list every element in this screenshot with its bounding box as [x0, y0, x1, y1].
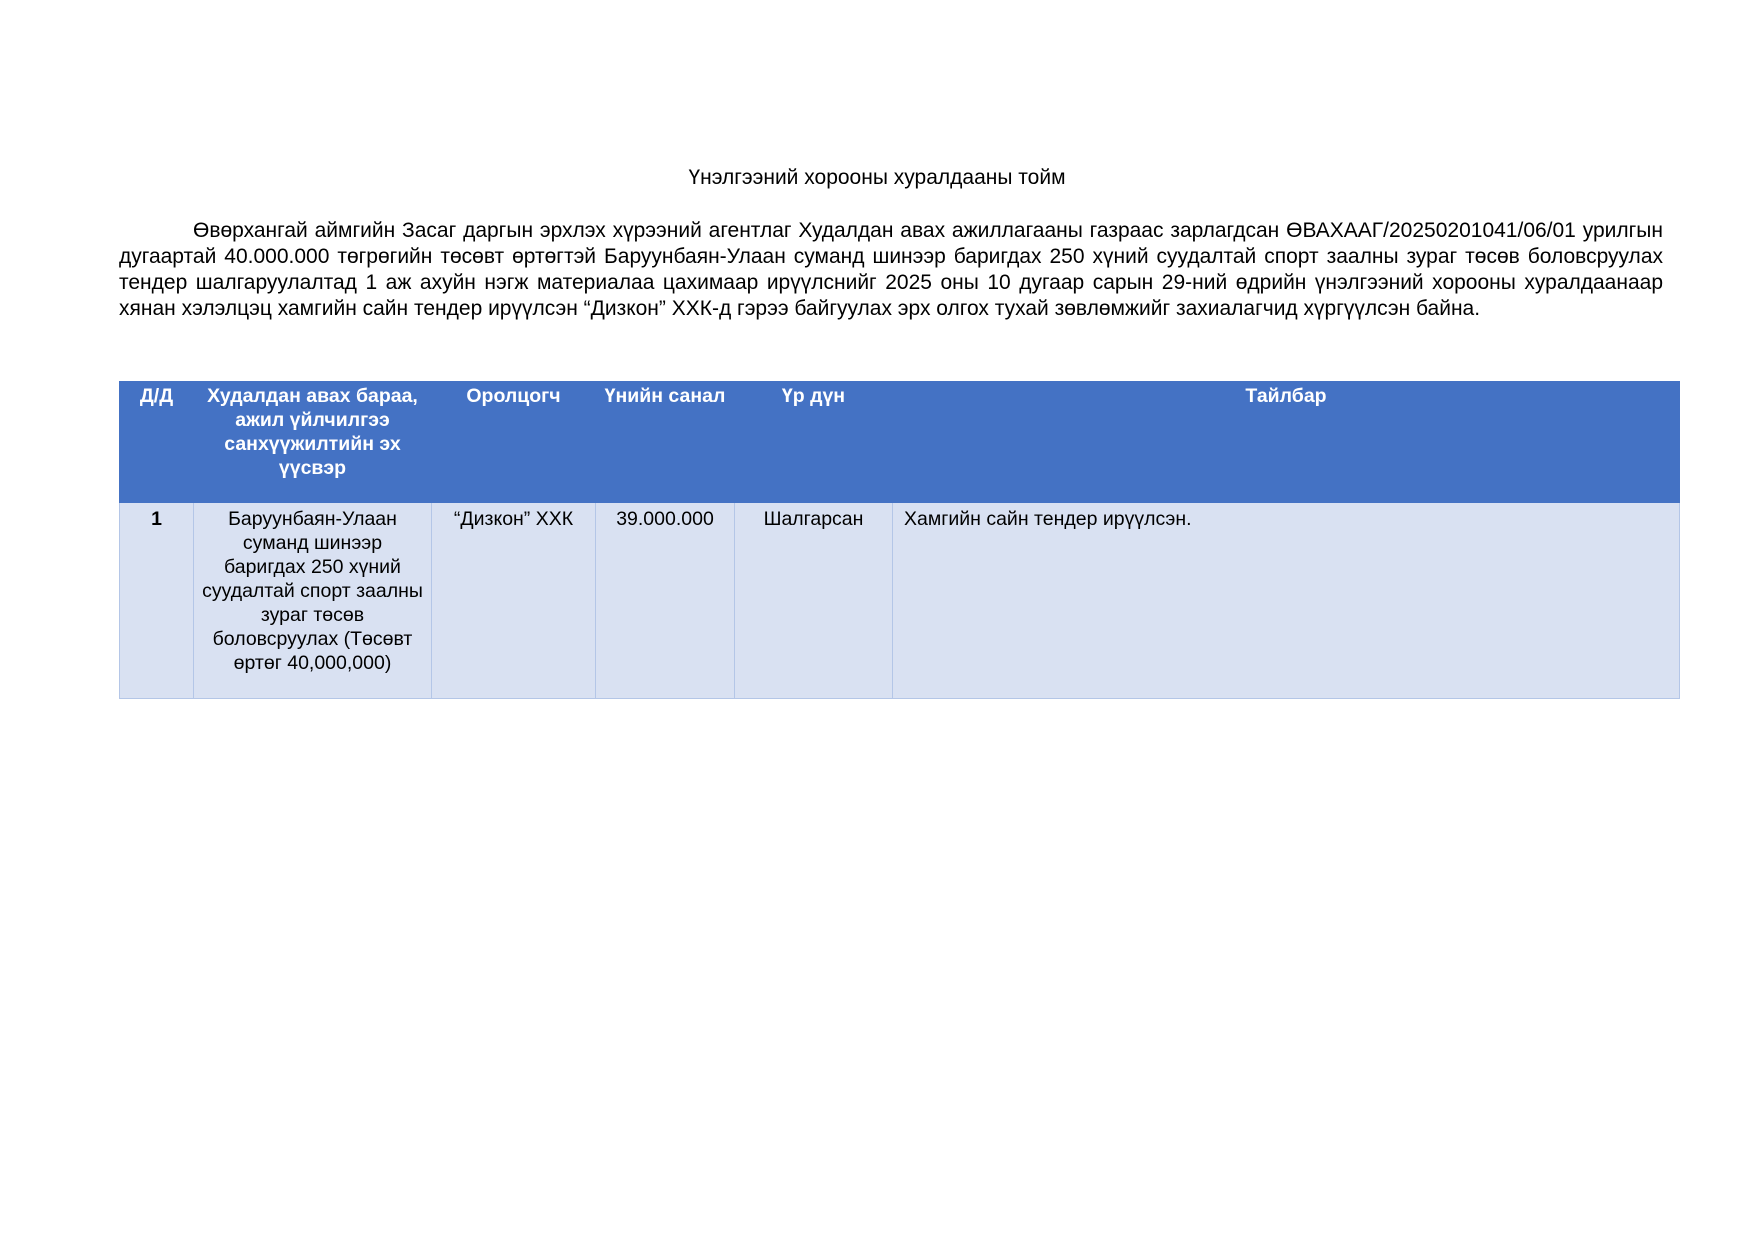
document-title: Үнэлгээний хорооны хуралдааны тойм	[688, 166, 1066, 189]
table-row	[120, 503, 1680, 699]
cell-participant: “Дизкон” ХХК	[432, 503, 596, 699]
header-price: Үнийн санал	[596, 382, 735, 503]
header-notes: Тайлбар	[893, 382, 1680, 503]
header-no: Д/Д	[120, 382, 194, 503]
cell-item: Баруунбаян-Улаан суманд шинээр баригдах 250 хүний суудалтай спорт заалны зураг төсөв боловсруулах (Төсөвт өртөг 40,000,000)	[194, 503, 432, 699]
table-header-row	[120, 382, 1680, 503]
cell-notes: Хамгийн сайн тендер ирүүлсэн.	[893, 503, 1680, 699]
document-paragraph: Өвөрхангай аймгийн Засаг даргын эрхлэх хүрээний агентлаг Худалдан авах ажиллагааны газраас зарлагдсан ӨВАХААГ/20250201041/06/01 урилгын дугаартай 40.000.000 төгрөгийн төсөвт өртөгтэй Баруунбаян-Улаан суманд шинээр баригдах 250 хүний суудалтай спорт заалны зураг төсөв боловсруулах тендер шалгаруулалтад 1 аж ахуйн нэгж материалаа цахимаар ирүүлснийг 2025 оны 10 дугаар сарын 29-ний өдрийн үнэлгээний хорооны хуралдаанаар хянан хэлэлцэц хамгийн сайн тендер ирүүлсэн “Дизкон” ХХК-д гэрээ байгуулах эрх олгох тухай зөвлөмжийг захиалагчид хүргүүлсэн байна.	[119, 219, 1663, 320]
cell-price: 39.000.000	[596, 503, 735, 699]
cell-result: Шалгарсан	[735, 503, 893, 699]
cell-no: 1	[120, 503, 194, 699]
header-participant: Оролцогч	[432, 382, 596, 503]
header-item: Худалдан авах бараа, ажил үйлчилгээ санхүүжилтийн эх үүсвэр	[194, 382, 432, 503]
header-result: Үр дүн	[735, 382, 893, 503]
results-table	[119, 381, 1680, 699]
